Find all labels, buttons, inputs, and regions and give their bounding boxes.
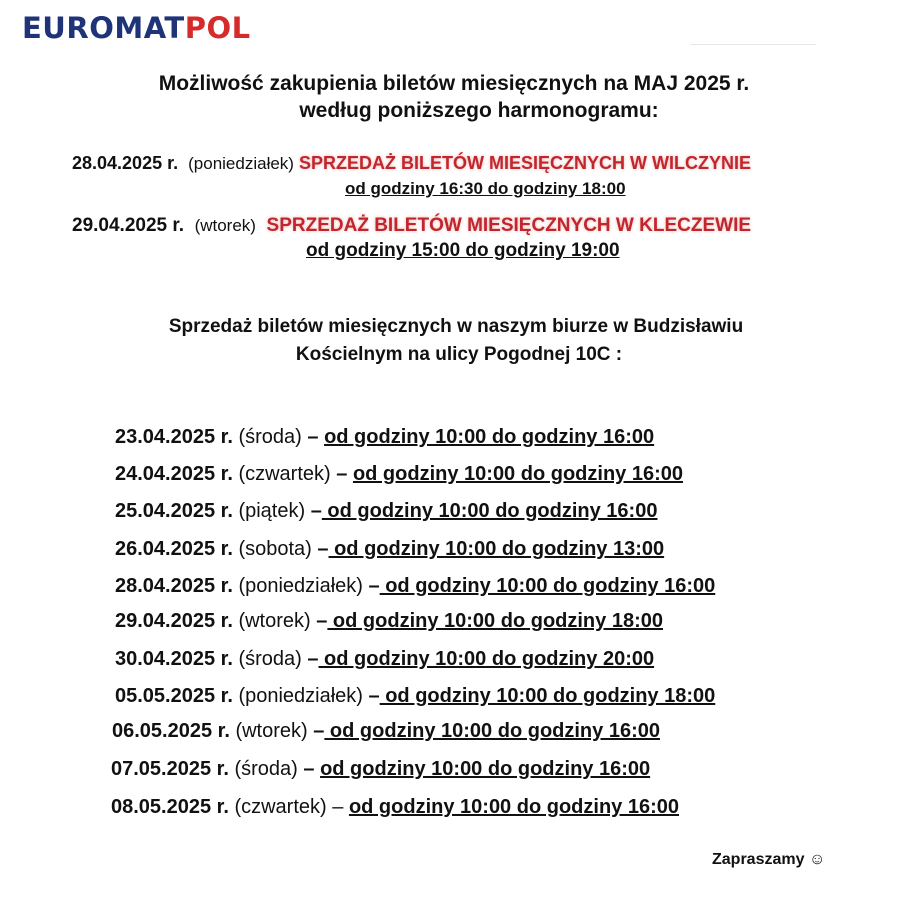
schedule-date: 08.05.2025 r. xyxy=(111,796,229,818)
sale-day: (poniedziałek) xyxy=(188,154,294,173)
schedule-row xyxy=(115,646,654,672)
closing-invitation: Zapraszamy ☺ xyxy=(712,851,826,868)
schedule-row xyxy=(115,461,683,487)
schedule-hours: od godziny 10:00 do godziny 16:00 xyxy=(352,463,683,485)
logo-text-euromat: EUROMAT xyxy=(22,11,185,45)
schedule-day: (wtorek) xyxy=(235,720,308,742)
logo-text-pol: POL xyxy=(184,11,251,45)
schedule-day: (środa) xyxy=(234,758,298,780)
page-title-line-1: Możliwość zakupienia biletów miesięcznych na MAJ 2025 r. xyxy=(158,72,750,95)
sale-date: 28.04.2025 r. xyxy=(72,153,179,173)
schedule-dash: – xyxy=(368,685,380,707)
schedule-row xyxy=(111,794,679,820)
office-info-line-2: Kościelnym na ulicy Pogodnej 10C : xyxy=(295,344,623,365)
brand-logo xyxy=(22,11,251,45)
page-title-line-2: według poniższego harmonogramu: xyxy=(299,99,659,122)
schedule-date: 07.05.2025 r. xyxy=(111,758,229,780)
schedule-day: (poniedziałek) xyxy=(238,685,363,707)
schedule-day: (czwartek) xyxy=(238,463,331,485)
sale-row-wilczyn xyxy=(72,152,751,175)
schedule-day: (poniedziałek) xyxy=(238,575,363,597)
office-info-line-1: Sprzedaż biletów miesięcznych w naszym biurze w Budzisławiu xyxy=(168,316,744,337)
sale-date: 29.04.2025 r. xyxy=(72,215,184,236)
schedule-row xyxy=(115,424,654,450)
schedule-dash: – xyxy=(316,610,328,632)
schedule-day: (piątek) xyxy=(238,500,306,522)
schedule-dash: – xyxy=(303,758,315,780)
schedule-hours: od godziny 10:00 do godziny 16:00 xyxy=(348,796,679,818)
schedule-dash: – xyxy=(332,796,344,818)
sale-title: SPRZEDAŻ BILETÓW MIESIĘCZNYCH W WILCZYNIE xyxy=(298,153,751,173)
schedule-hours: od godziny 10:00 do godziny 18:00 xyxy=(327,610,663,632)
schedule-hours: od godziny 10:00 do godziny 16:00 xyxy=(324,426,655,448)
schedule-dash: – xyxy=(368,575,380,597)
schedule-row xyxy=(115,608,663,634)
sale-title: SPRZEDAŻ BILETÓW MIESIĘCZNYCH W KLECZEWIE xyxy=(266,215,752,236)
schedule-date: 26.04.2025 r. xyxy=(115,538,233,560)
sale-row-kleczew xyxy=(72,215,751,237)
schedule-date: 25.04.2025 r. xyxy=(115,500,233,522)
schedule-row xyxy=(112,718,660,744)
schedule-dash: – xyxy=(307,426,319,448)
schedule-dash: – xyxy=(317,538,329,560)
schedule-date: 29.04.2025 r. xyxy=(115,610,233,632)
schedule-row xyxy=(115,683,715,709)
sale-hours-wilczyn: od godziny 16:30 do godziny 18:00 xyxy=(345,179,626,198)
schedule-date: 06.05.2025 r. xyxy=(112,720,230,742)
schedule-dash: – xyxy=(310,500,322,522)
schedule-dash: – xyxy=(307,648,319,670)
schedule-dash: – xyxy=(313,720,325,742)
schedule-row xyxy=(115,573,715,599)
schedule-day: (wtorek) xyxy=(238,610,311,632)
schedule-day: (środa) xyxy=(238,648,302,670)
schedule-date: 28.04.2025 r. xyxy=(115,575,233,597)
schedule-row xyxy=(115,536,664,562)
schedule-hours: od godziny 10:00 do godziny 16:00 xyxy=(324,720,660,742)
schedule-day: (czwartek) xyxy=(234,796,327,818)
schedule-dash: – xyxy=(336,463,348,485)
schedule-date: 30.04.2025 r. xyxy=(115,648,233,670)
schedule-row xyxy=(111,756,650,782)
schedule-hours: od godziny 10:00 do godziny 16:00 xyxy=(321,500,658,522)
sale-day: (wtorek) xyxy=(194,216,256,235)
schedule-hours: od godziny 10:00 do godziny 16:00 xyxy=(379,575,716,597)
schedule-date: 23.04.2025 r. xyxy=(115,426,233,448)
schedule-day: (środa) xyxy=(238,426,302,448)
schedule-row xyxy=(115,498,657,524)
sale-hours-kleczew: od godziny 15:00 do godziny 19:00 xyxy=(306,240,620,261)
schedule-day: (sobota) xyxy=(238,538,312,560)
schedule-hours: od godziny 10:00 do godziny 18:00 xyxy=(379,685,716,707)
schedule-date: 05.05.2025 r. xyxy=(115,685,233,707)
schedule-hours: od godziny 10:00 do godziny 20:00 xyxy=(318,648,655,670)
schedule-hours: od godziny 10:00 do godziny 16:00 xyxy=(320,758,651,780)
schedule-date: 24.04.2025 r. xyxy=(115,463,233,485)
header-rule xyxy=(690,44,816,45)
schedule-hours: od godziny 10:00 do godziny 13:00 xyxy=(328,538,665,560)
